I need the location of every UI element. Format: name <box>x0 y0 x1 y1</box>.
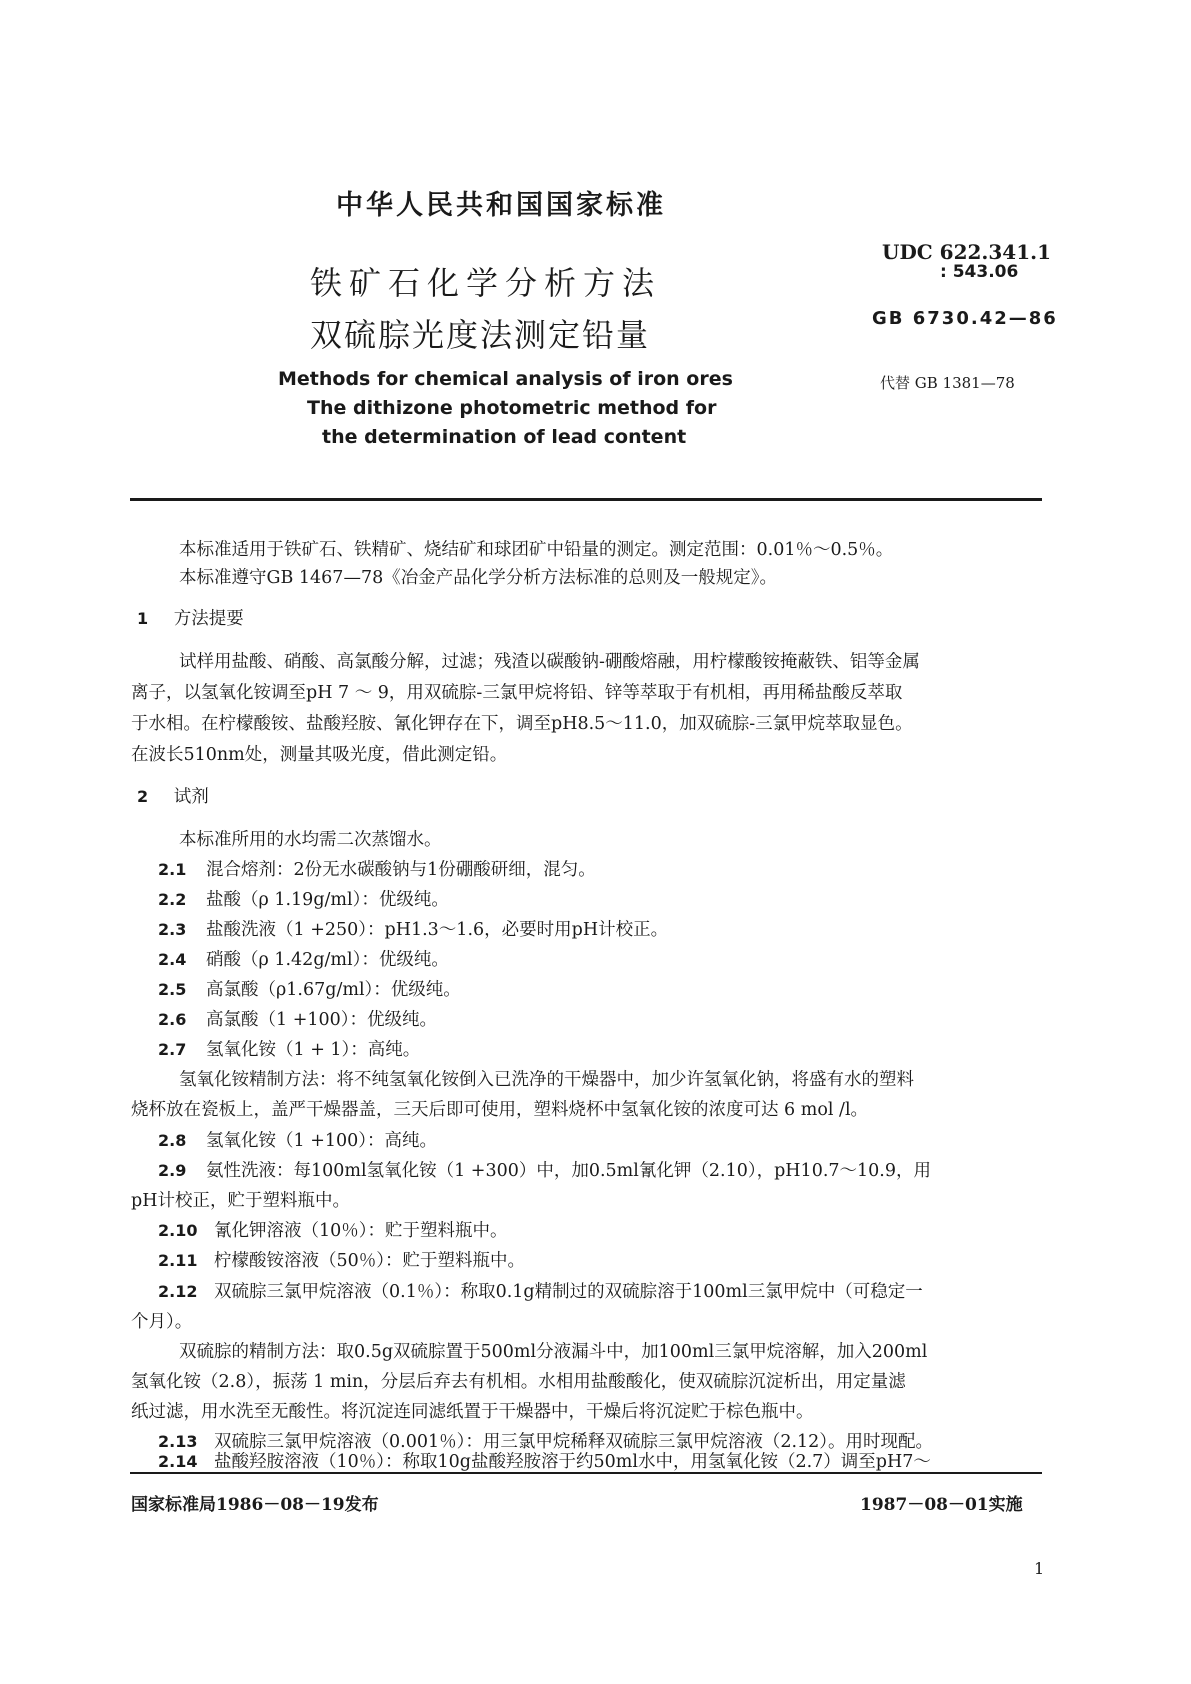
dithizone-purification-note: 双硫腙的精制方法：取0.5g双硫腙置于500ml分液漏斗中，加100ml三氯甲烷溶解，加入200ml <box>179 1342 928 1362</box>
item-text: 混合熔剂：2份无水碳酸钠与1份硼酸研细，混匀。 <box>206 860 596 880</box>
section-1-line: 离子，以氢氧化铵调至pH 7 ～ 9，用双硫腙-三氯甲烷将铅、锌等萃取于有机相，再用稀盐酸反萃取 <box>131 683 903 703</box>
footer-divider <box>130 1472 1042 1474</box>
item-text: 硝酸（ρ 1.42g/ml）：优级纯。 <box>206 950 449 970</box>
item-number: 2.11 <box>158 1251 198 1270</box>
section-2-intro: 本标准所用的水均需二次蒸馏水。 <box>179 830 442 850</box>
item-number: 2.6 <box>158 1010 187 1029</box>
item-number: 2.4 <box>158 950 187 969</box>
section-1-line: 在波长510nm处，测量其吸光度，借此测定铅。 <box>131 745 508 765</box>
reagent-item <box>158 1251 526 1271</box>
section-1-heading <box>137 605 244 630</box>
item-text: 氢氧化铵（1 + 1）：高纯。 <box>206 1040 421 1060</box>
section-number: 1 <box>137 609 149 628</box>
section-1-line: 试样用盐酸、硝酸、高氯酸分解，过滤；残渣以碳酸钠-硼酸熔融，用柠檬酸铵掩蔽铁、铝等金属 <box>179 652 920 672</box>
section-title: 试剂 <box>173 787 209 807</box>
replaces-standard: 代替 GB 1381—78 <box>880 374 1015 392</box>
item-text: 盐酸（ρ 1.19g/ml）：优级纯。 <box>206 890 449 910</box>
reagent-item <box>158 980 461 1000</box>
item-continuation: pH计校正，贮于塑料瓶中。 <box>131 1191 350 1211</box>
reagent-item <box>158 1131 438 1151</box>
ammonia-purification-note: 烧杯放在瓷板上，盖严干燥器盖，三天后即可使用，塑料烧杯中氢氧化铵的浓度可达 6 mol /l。 <box>131 1100 869 1120</box>
udc-code: UDC 622.341.1 <box>882 240 1052 264</box>
effective-date: 1987－08－01实施 <box>860 1495 1023 1515</box>
header-divider <box>130 498 1042 501</box>
item-number: 2.5 <box>158 980 187 999</box>
item-text: 高氯酸（ρ1.67g/ml）：优级纯。 <box>206 980 461 1000</box>
reagent-item <box>158 920 669 940</box>
ammonia-purification-note: 氢氧化铵精制方法：将不纯氢氧化铵倒入已洗净的干燥器中，加少许氢氧化钠，将盛有水的塑料 <box>179 1070 914 1090</box>
item-continuation: 个月）。 <box>131 1312 193 1332</box>
national-standard-title: 中华人民共和国国家标准 <box>336 190 666 221</box>
udc-code-continuation: : 543.06 <box>940 262 1019 282</box>
section-1-line: 于水相。在柠檬酸铵、盐酸羟胺、氰化钾存在下，调至pH8.5～11.0，加双硫腙-三氯甲烷萃取显色。 <box>131 714 913 734</box>
english-title-line-1: Methods for chemical analysis of iron ores <box>278 368 733 390</box>
section-title: 方法提要 <box>173 609 244 629</box>
item-text: 盐酸洗液（1 +250）：pH1.3～1.6，必要时用pH计校正。 <box>206 920 669 940</box>
item-number: 2.3 <box>158 920 187 939</box>
reagent-item <box>158 1452 931 1472</box>
item-text: 氢氧化铵（1 +100）：高纯。 <box>206 1131 438 1151</box>
reagent-item <box>158 950 449 970</box>
english-title-line-2: The dithizone photometric method for <box>307 397 717 419</box>
item-text: 氨性洗液：每100ml氢氧化铵（1 +300）中，加0.5ml氰化钾（2.10），pH10.7～10.9，用 <box>206 1161 931 1181</box>
reagent-item <box>158 1010 438 1030</box>
page-number: 1 <box>1034 1559 1045 1578</box>
dithizone-purification-note: 纸过滤，用水洗至无酸性。将沉淀连同滤纸置于干燥器中，干燥后将沉淀贮于棕色瓶中。 <box>131 1402 814 1422</box>
chinese-title-line-1: 铁矿石化学分析方法 <box>310 264 662 302</box>
issue-date: 国家标准局1986－08－19发布 <box>131 1495 379 1515</box>
item-number: 2.7 <box>158 1040 187 1059</box>
intro-line-2: 本标准遵守GB 1467—78《冶金产品化学分析方法标准的总则及一般规定》。 <box>179 568 777 588</box>
item-number: 2.1 <box>158 860 187 879</box>
item-text: 柠檬酸铵溶液（50％）：贮于塑料瓶中。 <box>214 1251 526 1271</box>
item-text: 氰化钾溶液（10％）：贮于塑料瓶中。 <box>214 1221 508 1241</box>
item-number: 2.10 <box>158 1221 198 1240</box>
item-number: 2.9 <box>158 1161 187 1180</box>
chinese-title-line-2: 双硫腙光度法测定铅量 <box>310 316 651 354</box>
item-text: 盐酸羟胺溶液（10％）：称取10g盐酸羟胺溶于约50ml水中，用氢氧化铵（2.7）调至pH7～ <box>214 1452 931 1472</box>
reagent-item <box>158 1282 923 1302</box>
item-number: 2.13 <box>158 1432 198 1451</box>
item-text: 双硫腙三氯甲烷溶液（0.001％）：用三氯甲烷稀释双硫腙三氯甲烷溶液（2.12）。用时现配。 <box>214 1432 934 1452</box>
reagent-item <box>158 1432 934 1452</box>
section-2-heading <box>137 783 209 808</box>
item-number: 2.12 <box>158 1282 198 1301</box>
item-number: 2.2 <box>158 890 187 909</box>
item-number: 2.14 <box>158 1452 198 1471</box>
reagent-item <box>158 1161 931 1181</box>
intro-line-1: 本标准适用于铁矿石、铁精矿、烧结矿和球团矿中铅量的测定。测定范围：0.01％～0.5％。 <box>179 540 894 560</box>
reagent-item <box>158 1040 421 1060</box>
section-number: 2 <box>137 787 149 806</box>
item-text: 双硫腙三氯甲烷溶液（0.1％）：称取0.1g精制过的双硫腙溶于100ml三氯甲烷中（可稳定一 <box>214 1282 923 1302</box>
item-number: 2.8 <box>158 1131 187 1150</box>
english-title-line-3: the determination of lead content <box>322 426 687 448</box>
reagent-item <box>158 890 449 910</box>
dithizone-purification-note: 氢氧化铵（2.8），振荡 1 min，分层后弃去有机相。水相用盐酸酸化，使双硫腙沉淀析出，用定量滤 <box>131 1372 906 1392</box>
reagent-item <box>158 1221 508 1241</box>
item-text: 高氯酸（1 +100）：优级纯。 <box>206 1010 438 1030</box>
reagent-item <box>158 860 596 880</box>
gb-standard-number: GB 6730.42—86 <box>872 308 1058 329</box>
